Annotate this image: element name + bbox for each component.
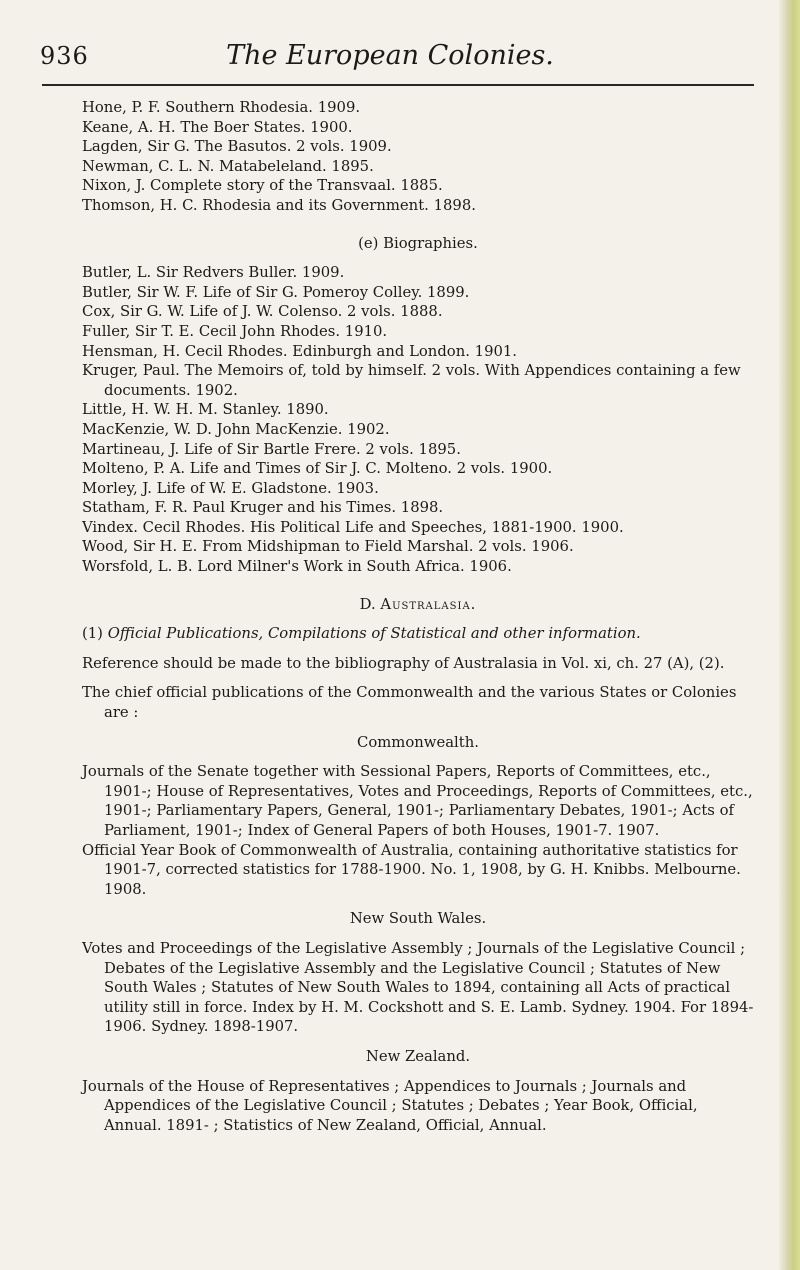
list-item: Hone, P. F. Southern Rhodesia. 1909. [82,99,361,116]
section-heading-new-zealand: New Zealand. [365,1047,471,1065]
list-item: Fuller, Sir T. E. Cecil John Rhodes. 1910. [82,322,388,340]
section-heading-australasia [82,595,754,615]
list-item: Statham, F. R. Paul Kruger and his Times. 1898. [82,499,444,517]
list-item: Hensman, H. Cecil Rhodes. Edinburgh and London. 1901. [82,342,518,360]
section-heading-commonwealth: Commonwealth. [357,733,479,751]
list-item: Butler, Sir W. F. Life of Sir G. Pomeroy Colley. 1899. [82,283,470,301]
page-number: 936 [40,42,89,70]
list-item: Keane, A. H. The Boer States. 1900. [82,118,353,136]
page-body [82,98,754,1135]
list-item: Little, H. W. H. M. Stanley. 1890. [82,401,329,419]
bibliography-list-biographies [82,263,754,577]
list-item: MacKenzie, W. D. John MacKenzie. 1902. [82,420,390,438]
page-header [0,30,800,80]
list-item: Votes and Proceedings of the Legislative Assembly ; Journals of the Legislative Council ; Debates of the Legislative Assembly and the Legislative Council ; Statutes of New South Wales ; Statutes of New South Wales to 1894, containing all Acts of practical utility still in force. Index by H. M. Cockshott and S. E. Lamb. Sydney. 1904. For 1894-1906. Sydney. 1898-1907. [82,939,754,1036]
list-item: Morley, J. Life of W. E. Gladstone. 1903. [82,479,379,497]
list-item: Kruger, Paul. The Memoirs of, told by himself. 2 vols. With Appendices containing a few documents. 1902. [82,362,741,399]
subheading-official-publications [82,624,754,644]
subheading-text: Official Publications, Compilations of Statistical and other information. [107,625,641,643]
list-item: Journals of the House of Representatives ; Appendices to Journals ; Journals and Appendices of the Legislative Council ; Statutes ; Debates ; Year Book, Official, Annual. 1891- ; Statistics of New Zealand, Official, Annual. [82,1077,698,1134]
header-rule [42,84,754,86]
subheading-number: (1) [82,625,103,643]
list-item: Molteno, P. A. Life and Times of Sir J. C. Molteno. 2 vols. 1900. [82,460,553,478]
list-item: Wood, Sir H. E. From Midshipman to Field Marshal. 2 vols. 1906. [82,538,574,556]
list-item: Cox, Sir G. W. Life of J. W. Colenso. 2 vols. 1888. [82,303,443,321]
list-item: Newman, C. L. N. Matabeleland. 1895. [82,157,374,175]
running-title: The European Colonies. [226,40,554,71]
bibliography-list-south-africa [82,98,754,216]
list-item: Butler, L. Sir Redvers Buller. 1909. [82,264,345,282]
list-item: Journals of the Senate together with Sessional Papers, Reports of Committees, etc., 1901-; House of Representatives, Votes and Proceedings, Reports of Committees, etc., 1901-; Parliamentary Papers, General, 1901-; Parliamentary Debates, 1901-; Acts of Parliament, 1901-; Index of General Papers of both Houses, 1901-7. 1907. [82,763,753,839]
list-item: Worsfold, L. B. Lord Milner's Work in South Africa. 1906. [82,558,512,576]
list-item: Official Year Book of Commonwealth of Australia, containing authoritative statistics for 1901-7, corrected statistics for 1788-1900. No. 1, 1908, by G. H. Knibbs. Melbourne. 1908. [82,841,741,898]
list-item: Vindex. Cecil Rhodes. His Political Life and Speeches, 1881-1900. 1900. [82,518,624,536]
list-item: Martineau, J. Life of Sir Bartle Frere. 2 vols. 1895. [82,440,461,458]
list-item: Thomson, H. C. Rhodesia and its Government. 1898. [82,196,476,214]
reference-note: Reference should be made to the bibliography of Australasia in Vol. xi, ch. 27 (A), (2). [82,654,725,672]
section-title: Australasia. [380,595,477,613]
intro-paragraph: The chief official publications of the Commonwealth and the various States or Colonies are : [82,684,737,722]
section-letter: D. [359,595,376,613]
list-item: Lagden, Sir G. The Basutos. 2 vols. 1909. [82,138,392,156]
list-item: Nixon, J. Complete story of the Transvaal. 1885. [82,177,443,195]
section-heading-biographies: (e) Biographies. [358,234,478,252]
section-heading-new-south-wales: New South Wales. [349,910,487,928]
